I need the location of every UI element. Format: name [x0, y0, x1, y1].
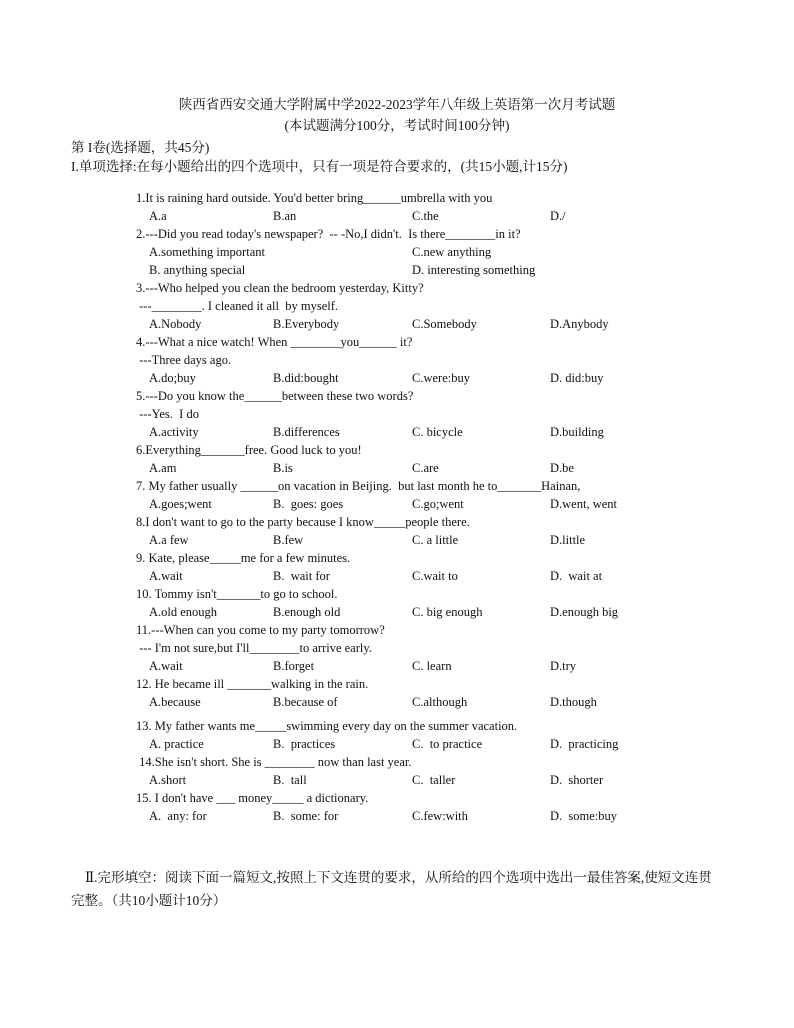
answer-option[interactable]: A.activity: [149, 425, 199, 439]
answer-option[interactable]: B. some: for: [273, 809, 339, 823]
question-stem: 12. He became ill _______walking in the rain.: [136, 677, 369, 691]
question-stem: 10. Tommy isn't_______to go to school.: [136, 587, 338, 601]
answer-option[interactable]: B. practices: [273, 737, 336, 751]
answer-option[interactable]: A.goes;went: [149, 497, 212, 511]
question-item: [136, 513, 736, 549]
question-item: [136, 789, 736, 825]
answer-option[interactable]: D. interesting something: [412, 263, 536, 277]
answer-option[interactable]: A. practice: [149, 737, 204, 751]
answer-option[interactable]: A. any: for: [149, 809, 207, 823]
answer-option[interactable]: B.did:bought: [273, 371, 339, 385]
answer-option[interactable]: C.go;went: [412, 497, 464, 511]
answer-option[interactable]: C. a little: [412, 533, 459, 547]
answer-option[interactable]: B. wait for: [273, 569, 330, 583]
options-row: [136, 207, 736, 225]
options-row: [136, 567, 736, 585]
answer-option[interactable]: C. to practice: [412, 737, 483, 751]
question-stem: 2.---Did you read today's newspaper? -- -No,I didn't. Is there________in it?: [136, 227, 521, 241]
answer-option[interactable]: B.forget: [273, 659, 315, 673]
question-stem: ---Yes. I do: [136, 407, 199, 421]
answer-option[interactable]: C. taller: [412, 773, 456, 787]
answer-option[interactable]: D.Anybody: [550, 317, 609, 331]
answer-option[interactable]: B. tall: [273, 773, 307, 787]
question-stem: 8.I don't want to go to the party because I know_____people there.: [136, 515, 470, 529]
question-item: [136, 189, 736, 225]
answer-option[interactable]: C.Somebody: [412, 317, 477, 331]
answer-option[interactable]: C.were:buy: [412, 371, 470, 385]
answer-option[interactable]: C.although: [412, 695, 468, 709]
question-item: [136, 477, 736, 513]
part2-instruction: [71, 866, 731, 912]
options-row: [136, 657, 736, 675]
options-row: [136, 261, 736, 279]
answer-option[interactable]: B.because of: [273, 695, 338, 709]
answer-option[interactable]: B.Everybody: [273, 317, 340, 331]
question-item: [136, 753, 736, 789]
exam-title: 陕西省西安交通大学附属中学2022-2023学年八年级上英语第一次月考试题: [178, 97, 616, 112]
answer-option[interactable]: D.went, went: [550, 497, 617, 511]
answer-option[interactable]: B.differences: [273, 425, 340, 439]
question-item: [136, 717, 736, 753]
question-item: [136, 675, 736, 711]
question-stem: 3.---Who helped you clean the bedroom yesterday, Kitty?: [136, 281, 424, 295]
question-item: [136, 279, 736, 333]
options-row: [136, 807, 736, 825]
question-stem: 9. Kate, please_____me for a few minutes.: [136, 551, 351, 565]
answer-option[interactable]: D. practicing: [550, 737, 619, 751]
answer-option[interactable]: B. goes: goes: [273, 497, 344, 511]
part2-instruction-line2: 完整。（共10小题计10分）: [71, 893, 227, 908]
options-row: [136, 771, 736, 789]
question-stem: ---Three days ago.: [136, 353, 232, 367]
answer-option[interactable]: D.try: [550, 659, 577, 673]
question-stem: 7. My father usually ______on vacation in Beijing. but last month he to_______Hainan,: [136, 479, 581, 493]
question-stem: 1.It is raining hard outside. You'd better bring______umbrella with you: [136, 191, 493, 205]
question-stem: ---________. I cleaned it all by myself.: [136, 299, 339, 313]
options-row: [136, 459, 736, 477]
answer-option[interactable]: D. shorter: [550, 773, 604, 787]
answer-option[interactable]: A.a: [149, 209, 167, 223]
options-row: [136, 693, 736, 711]
options-row: [136, 315, 736, 333]
options-row: [136, 243, 736, 261]
answer-option[interactable]: D. some:buy: [550, 809, 618, 823]
question-item: [136, 387, 736, 441]
question-stem: --- I'm not sure,but I'll________to arrive early.: [136, 641, 372, 655]
options-row: [136, 735, 736, 753]
answer-option[interactable]: B.few: [273, 533, 304, 547]
answer-option[interactable]: C.wait to: [412, 569, 458, 583]
answer-option[interactable]: C. big enough: [412, 605, 483, 619]
options-row: [136, 495, 736, 513]
answer-option[interactable]: A.short: [149, 773, 187, 787]
answer-option[interactable]: A.do;buy: [149, 371, 196, 385]
question-stem: 11.---When can you come to my party tomorrow?: [136, 623, 385, 637]
question-item: [136, 585, 736, 621]
options-row: [136, 369, 736, 387]
answer-option[interactable]: C.few:with: [412, 809, 468, 823]
question-stem: 14.She isn't short. She is ________ now than last year.: [136, 755, 412, 769]
question-item: [136, 333, 736, 387]
answer-option[interactable]: B.enough old: [273, 605, 341, 619]
answer-option[interactable]: D.building: [550, 425, 604, 439]
answer-option[interactable]: D. did:buy: [550, 371, 604, 385]
answer-option[interactable]: A.Nobody: [149, 317, 202, 331]
question-stem: 13. My father wants me_____swimming every day on the summer vacation.: [136, 719, 518, 733]
answer-option[interactable]: A.am: [149, 461, 177, 475]
answer-option[interactable]: D. wait at: [550, 569, 603, 583]
exam-subtitle: (本试题满分100分，考试时间100分钟): [284, 118, 510, 133]
answer-option[interactable]: D.be: [550, 461, 574, 475]
question-stem: 15. I don't have ___ money_____ a dictionary.: [136, 791, 369, 805]
question-item: [136, 549, 736, 585]
answer-option[interactable]: D.though: [550, 695, 597, 709]
options-row: [136, 531, 736, 549]
answer-option[interactable]: D.enough big: [550, 605, 619, 619]
answer-option[interactable]: D.little: [550, 533, 586, 547]
answer-option[interactable]: A.wait: [149, 659, 183, 673]
answer-option[interactable]: A.a few: [149, 533, 189, 547]
part1-label: 第 I卷(选择题，共45分): [71, 140, 210, 155]
answer-option[interactable]: D./: [550, 209, 566, 223]
answer-option[interactable]: B. anything special: [149, 263, 246, 277]
answer-option[interactable]: A.something important: [149, 245, 265, 259]
part1-instruction: I.单项选择:在每小题给出的四个选项中，只有一项是符合要求的，(共15小题,计15分): [71, 159, 568, 174]
answer-option[interactable]: C.are: [412, 461, 439, 475]
answer-option[interactable]: A.wait: [149, 569, 183, 583]
answer-option[interactable]: A.because: [149, 695, 201, 709]
question-item: [136, 621, 736, 675]
question-stem: 6.Everything_______free. Good luck to you!: [136, 443, 362, 457]
answer-option[interactable]: C. bicycle: [412, 425, 463, 439]
part2-instruction-line1: Ⅱ.完形填空：阅读下面一篇短文,按照上下文连贯的要求，从所给的四个选项中选出一最佳答案,使短文连贯: [85, 870, 712, 885]
answer-option[interactable]: C.the: [412, 209, 439, 223]
answer-option[interactable]: A.old enough: [149, 605, 218, 619]
question-item: [136, 225, 736, 279]
question-list: [136, 189, 736, 825]
question-item: [136, 441, 736, 477]
answer-option[interactable]: B.is: [273, 461, 293, 475]
question-stem: 5.---Do you know the______between these two words?: [136, 389, 414, 403]
options-row: [136, 603, 736, 621]
question-stem: 4.---What a nice watch! When ________you______ it?: [136, 335, 413, 349]
options-row: [136, 423, 736, 441]
answer-option[interactable]: B.an: [273, 209, 297, 223]
answer-option[interactable]: C.new anything: [412, 245, 492, 259]
answer-option[interactable]: C. learn: [412, 659, 452, 673]
